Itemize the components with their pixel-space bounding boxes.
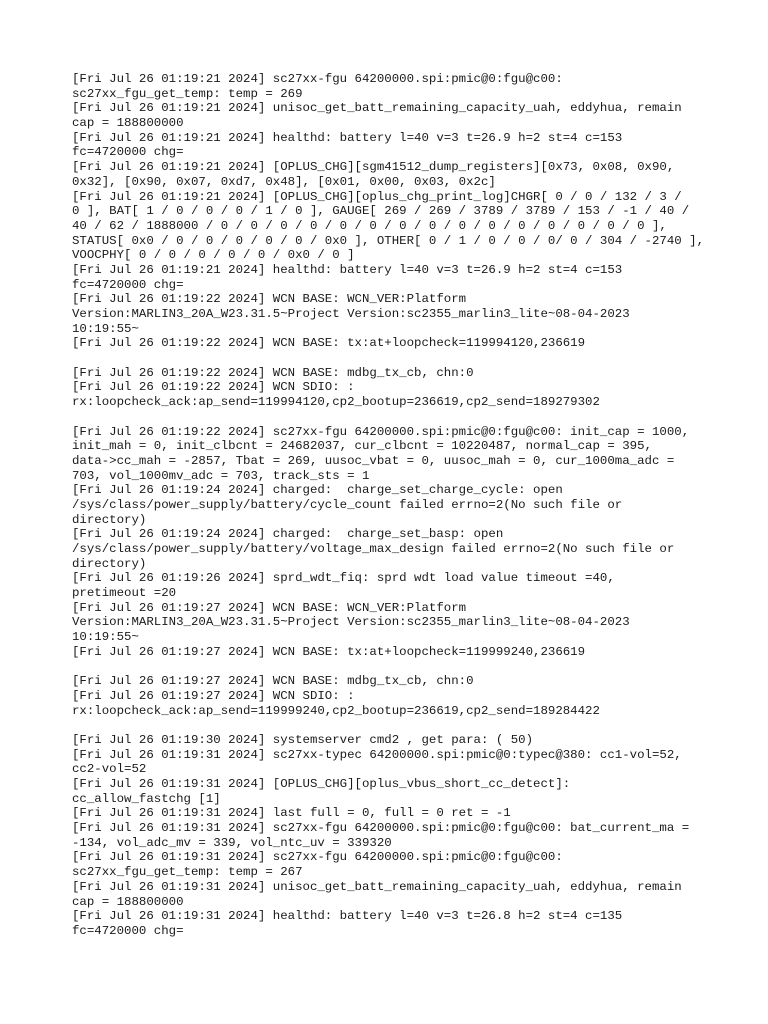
log-line: [Fri Jul 26 01:19:31 2024] sc27xx-typec 64200000.spi:pmic@0:typec@380: cc1-vol=52,	[72, 747, 682, 762]
log-line: sc27xx_fgu_get_temp: temp = 267	[72, 865, 303, 880]
log-line: [Fri Jul 26 01:19:22 2024] WCN BASE: tx:at+loopcheck=119994120,236619	[72, 336, 586, 351]
log-line: fc=4720000 chg=	[72, 277, 184, 292]
log-line: [Fri Jul 26 01:19:21 2024] healthd: battery l=40 v=3 t=26.9 h=2 st=4 c=153	[72, 262, 623, 277]
log-line: [Fri Jul 26 01:19:21 2024] unisoc_get_batt_remaining_capacity_uah, eddyhua, remain	[72, 101, 682, 116]
log-line: [Fri Jul 26 01:19:31 2024] sc27xx-fgu 64200000.spi:pmic@0:fgu@c00:	[72, 850, 563, 865]
log-line: [Fri Jul 26 01:19:31 2024] [OPLUS_CHG][oplus_vbus_short_cc_detect]:	[72, 777, 571, 791]
log-line: [Fri Jul 26 01:19:31 2024] healthd: battery l=40 v=3 t=26.8 h=2 st=4 c=135	[72, 909, 623, 924]
log-line: 0 ], BAT[ 1 / 0 / 0 / 0 / 1 / 0 ], GAUGE[ 269 / 269 / 3789 / 3789 / 153 / -1 / 40 /	[72, 204, 690, 219]
log-line: cap = 188800000	[72, 116, 184, 131]
log-line	[72, 660, 702, 675]
log-line: 10:19:55~	[72, 630, 139, 645]
log-line: [Fri Jul 26 01:19:24 2024] charged: charge_set_basp: open	[72, 527, 504, 542]
log-line: VOOCPHY[ 0 / 0 / 0 / 0 / 0 / 0x0 / 0 ]	[72, 248, 355, 263]
log-line: [Fri Jul 26 01:19:21 2024] [OPLUS_CHG][oplus_chg_print_log]CHGR[ 0 / 0 / 132 / 3 /	[72, 189, 682, 204]
log-line: cc_allow_fastchg [1]	[72, 791, 221, 806]
log-line: [Fri Jul 26 01:19:30 2024] systemserver cmd2 , get para: ( 50)	[72, 732, 534, 747]
log-line: [Fri Jul 26 01:19:27 2024] WCN BASE: WCN_VER:Platform	[72, 600, 467, 615]
log-line: rx:loopcheck_ack:ap_send=119999240,cp2_bootup=236619,cp2_send=189284422	[72, 703, 600, 718]
log-line	[72, 718, 702, 733]
log-line: [Fri Jul 26 01:19:31 2024] sc27xx-fgu 64200000.spi:pmic@0:fgu@c00: bat_current_ma =	[72, 821, 690, 836]
log-line: Version:MARLIN3_20A_W23.31.5~Project Version:sc2355_marlin3_lite~08-04-2023	[72, 307, 630, 321]
log-line: /sys/class/power_supply/battery/voltage_max_design failed errno=2(No such file or	[72, 542, 675, 556]
log-line: 40 / 62 / 1888000 / 0 / 0 / 0 / 0 / 0 / 0 / 0 / 0 / 0 / 0 / 0 / 0 / 0 / 0 / 0 ],	[72, 218, 667, 233]
log-line: pretimeout =20	[72, 586, 177, 601]
log-line	[72, 410, 702, 425]
log-line: [Fri Jul 26 01:19:22 2024] WCN BASE: WCN_VER:Platform	[72, 292, 467, 307]
log-line: [Fri Jul 26 01:19:31 2024] last full = 0, full = 0 ret = -1	[72, 806, 511, 821]
log-line: directory)	[72, 512, 147, 527]
log-body	[72, 72, 705, 939]
log-line: [Fri Jul 26 01:19:21 2024] sc27xx-fgu 64200000.spi:pmic@0:fgu@c00:	[72, 72, 563, 86]
log-document	[72, 72, 705, 939]
log-line: 0x32], [0x90, 0x07, 0xd7, 0x48], [0x01, 0x00, 0x03, 0x2c]	[72, 174, 496, 189]
log-line: -134, vol_adc_mv = 339, vol_ntc_uv = 339320	[72, 835, 392, 850]
log-line: [Fri Jul 26 01:19:22 2024] WCN BASE: mdbg_tx_cb, chn:0	[72, 365, 474, 380]
log-line: fc=4720000 chg=	[72, 145, 184, 160]
log-line: data->cc_mah = -2857, Tbat = 269, uusoc_vbat = 0, uusoc_mah = 0, cur_1000ma_adc =	[72, 453, 675, 468]
log-line: [Fri Jul 26 01:19:27 2024] WCN SDIO: :	[72, 688, 355, 703]
log-line: [Fri Jul 26 01:19:22 2024] WCN SDIO: :	[72, 380, 355, 395]
log-line: [Fri Jul 26 01:19:22 2024] sc27xx-fgu 64200000.spi:pmic@0:fgu@c00: init_cap = 1000,	[72, 424, 690, 439]
log-line: 703, vol_1000mv_adc = 703, track_sts = 1	[72, 468, 370, 483]
log-line: cap = 188800000	[72, 894, 184, 909]
log-line: directory)	[72, 556, 147, 571]
log-line: [Fri Jul 26 01:19:31 2024] unisoc_get_batt_remaining_capacity_uah, eddyhua, remain	[72, 879, 682, 894]
log-line: sc27xx_fgu_get_temp: temp = 269	[72, 86, 303, 101]
log-line: [Fri Jul 26 01:19:24 2024] charged: charge_set_charge_cycle: open	[72, 483, 563, 498]
log-line: [Fri Jul 26 01:19:26 2024] sprd_wdt_fiq: sprd wdt load value timeout =40,	[72, 571, 615, 586]
log-line: [Fri Jul 26 01:19:21 2024] healthd: battery l=40 v=3 t=26.9 h=2 st=4 c=153	[72, 130, 623, 145]
log-line: /sys/class/power_supply/battery/cycle_count failed errno=2(No such file or	[72, 497, 623, 512]
log-line: Version:MARLIN3_20A_W23.31.5~Project Version:sc2355_marlin3_lite~08-04-2023	[72, 615, 630, 630]
log-line: [Fri Jul 26 01:19:21 2024] [OPLUS_CHG][sgm41512_dump_registers][0x73, 0x08, 0x90,	[72, 160, 675, 175]
log-line: rx:loopcheck_ack:ap_send=119994120,cp2_bootup=236619,cp2_send=189279302	[72, 395, 600, 410]
log-line: STATUS[ 0x0 / 0 / 0 / 0 / 0 / 0 / 0x0 ], OTHER[ 0 / 1 / 0 / 0 / 0/ 0 / 304 / -2740 ],	[72, 233, 705, 248]
log-line	[72, 351, 702, 366]
log-line: cc2-vol=52	[72, 762, 147, 777]
log-line: [Fri Jul 26 01:19:27 2024] WCN BASE: mdbg_tx_cb, chn:0	[72, 674, 474, 689]
log-line: fc=4720000 chg=	[72, 923, 184, 938]
log-line: init_mah = 0, init_clbcnt = 24682037, cur_clbcnt = 10220487, normal_cap = 395,	[72, 439, 652, 454]
log-line: [Fri Jul 26 01:19:27 2024] WCN BASE: tx:at+loopcheck=119999240,236619	[72, 644, 586, 659]
log-line: 10:19:55~	[72, 321, 139, 336]
